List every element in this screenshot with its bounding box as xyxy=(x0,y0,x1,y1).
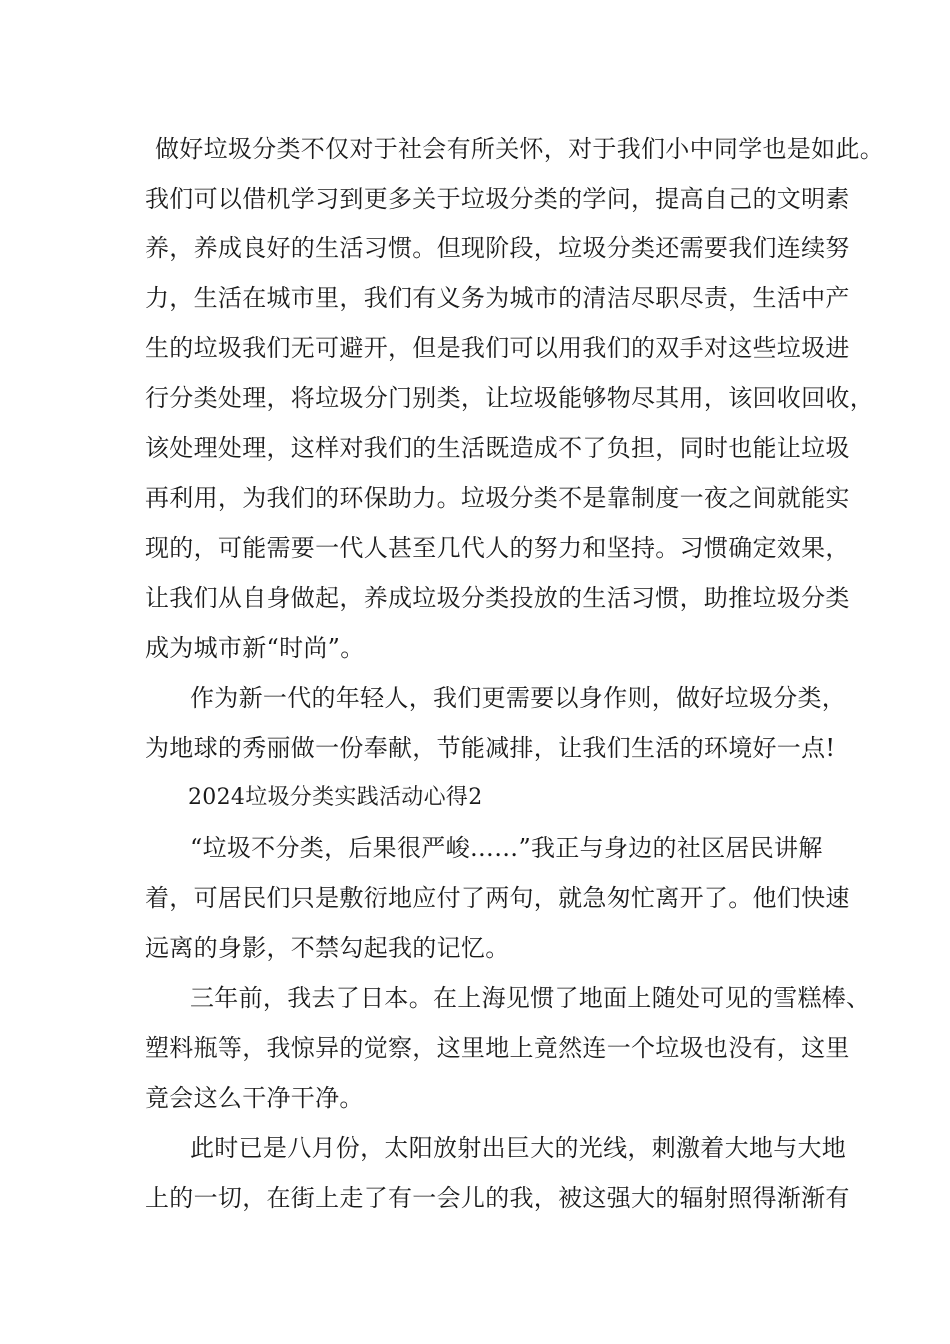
text-line: 再利用，为我们的环保助力。垃圾分类不是靠制度一夜之间就能实 xyxy=(145,484,850,512)
text-line: 为地球的秀丽做一份奉献，节能减排，让我们生活的环境好一点! xyxy=(145,734,836,762)
text-line: 生的垃圾我们无可避开，但是我们可以用我们的双手对这些垃圾进 xyxy=(145,334,850,362)
text-line: 力，生活在城市里，我们有义务为城市的清洁尽职尽责，生活中产 xyxy=(145,284,850,312)
text-line: 远离的身影，不禁勾起我的记忆。 xyxy=(145,934,510,962)
text-line: 三年前，我去了日本。在上海见惯了地面上随处可见的雪糕棒、 xyxy=(190,984,871,1012)
text-line: 该处理处理，这样对我们的生活既造成不了负担，同时也能让垃圾 xyxy=(145,434,850,462)
text-line: 现的，可能需要一代人甚至几代人的努力和坚持。习惯确定效果， xyxy=(145,534,850,562)
text-line: 做好垃圾分类不仅对于社会有所关怀，对于我们小中同学也是如此。 xyxy=(155,135,884,163)
text-line: 竟会这么干净干净。 xyxy=(145,1084,364,1112)
text-line: “垃圾不分类，后果很严峻……”我正与身边的社区居民讲解 xyxy=(190,834,823,862)
text-line: 着，可居民们只是敷衍地应付了两句，就急匆忙离开了。他们快速 xyxy=(145,884,850,912)
text-line: 作为新一代的年轻人，我们更需要以身作则，做好垃圾分类， xyxy=(190,684,847,712)
section-heading: 2024垃圾分类实践活动心得2 xyxy=(188,785,483,810)
text-line: 此时已是八月份，太阳放射出巨大的光线，刺激着大地与大地 xyxy=(190,1134,847,1162)
text-line: 让我们从自身做起，养成垃圾分类投放的生活习惯，助推垃圾分类 xyxy=(145,584,850,612)
text-line: 行分类处理，将垃圾分门别类，让垃圾能够物尽其用，该回收回收， xyxy=(145,384,874,412)
text-line: 上的一切，在街上走了有一会儿的我，被这强大的辐射照得渐渐有 xyxy=(145,1184,850,1212)
text-line: 养，养成良好的生活习惯。但现阶段，垃圾分类还需要我们连续努 xyxy=(145,234,850,262)
text-line: 成为城市新“时尚”。 xyxy=(145,634,365,662)
text-line: 塑料瓶等，我惊异的觉察，这里地上竟然连一个垃圾也没有，这里 xyxy=(145,1034,850,1062)
text-line: 我们可以借机学习到更多关于垃圾分类的学问，提高自己的文明素 xyxy=(145,185,850,213)
